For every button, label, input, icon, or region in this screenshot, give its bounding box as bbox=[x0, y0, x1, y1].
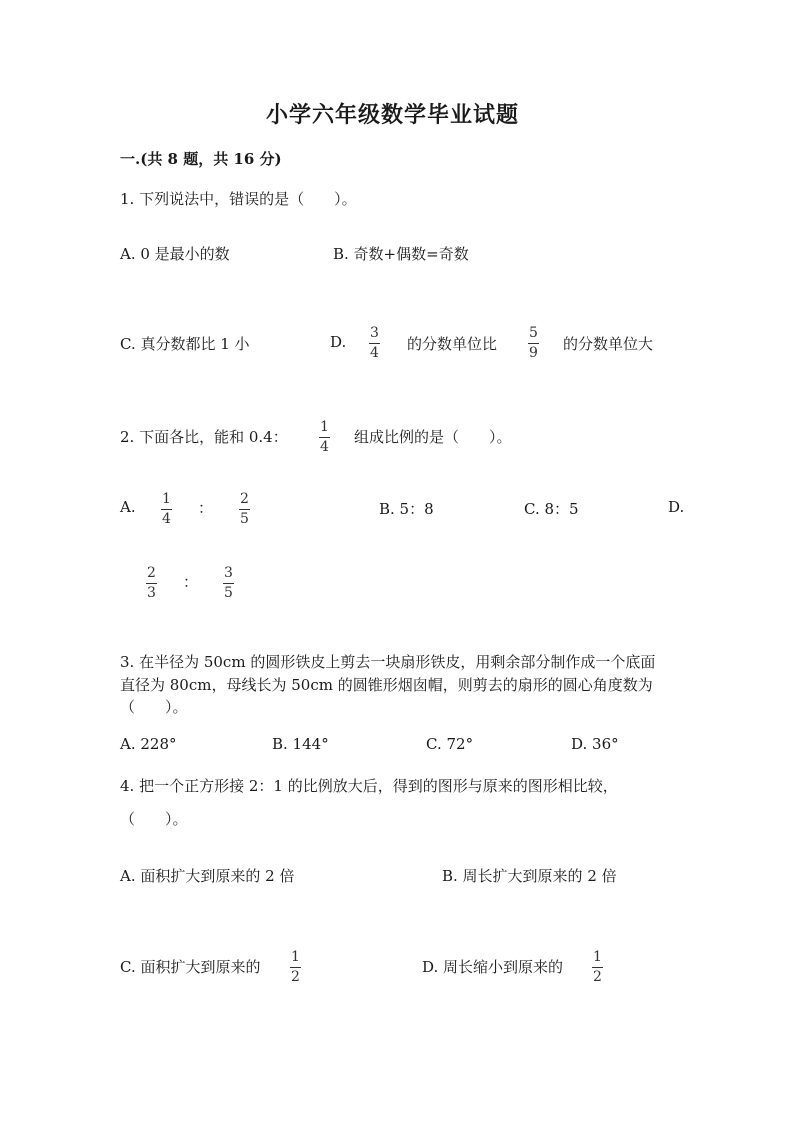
fraction bbox=[161, 492, 172, 527]
question-3-option-b[interactable]: B. 144° bbox=[272, 735, 329, 753]
fraction-bar bbox=[239, 509, 250, 510]
question-3-stem-line-2: 直径为 80cm，母线长为 50cm 的圆锥形烟囱帽，则剪去的扇形的圆心角度数为 bbox=[120, 676, 653, 694]
question-3-option-c[interactable]: C. 72° bbox=[426, 735, 474, 753]
fraction bbox=[528, 326, 539, 361]
fraction-denominator: 5 bbox=[240, 511, 249, 527]
fraction-denominator: 5 bbox=[224, 585, 233, 601]
fraction-numerator: 3 bbox=[370, 325, 379, 341]
question-3-stem-line-1: 3. 在半径为 50cm 的圆形铁皮上剪去一块扇形铁皮，用剩余部分制作成一个底面 bbox=[120, 653, 656, 671]
question-4-option-a[interactable]: A. 面积扩大到原来的 2 倍 bbox=[120, 867, 295, 885]
option-d-label: D. bbox=[330, 333, 347, 351]
fraction bbox=[592, 950, 603, 985]
fraction-numerator: 5 bbox=[529, 325, 538, 341]
fraction-denominator: 4 bbox=[320, 439, 329, 455]
question-4-stem-line-1: 4. 把一个正方形接 2：1 的比例放大后，得到的图形与原来的图形相比较， bbox=[120, 777, 618, 795]
question-2-stem-start: 2. 下面各比，能和 0.4： bbox=[120, 428, 288, 446]
fraction-numerator: 1 bbox=[320, 419, 329, 435]
question-4-option-b[interactable]: B. 周长扩大到原来的 2 倍 bbox=[442, 867, 617, 885]
question-4-stem-line-2: （ ）。 bbox=[120, 810, 188, 828]
fraction-numerator: 1 bbox=[162, 491, 171, 507]
option-d-label: D. bbox=[668, 498, 685, 516]
fraction bbox=[369, 326, 380, 361]
question-3-stem-line-3: （ ）。 bbox=[120, 698, 188, 716]
fraction-bar bbox=[528, 343, 539, 344]
fraction-numerator: 2 bbox=[147, 565, 156, 581]
fraction-denominator: 9 bbox=[529, 345, 538, 361]
fraction bbox=[319, 420, 330, 455]
option-d-text: D. 周长缩小到原来的 bbox=[422, 958, 564, 976]
question-2-option-b[interactable]: B. 5：8 bbox=[379, 500, 434, 518]
fraction bbox=[223, 566, 234, 601]
fraction-numerator: 2 bbox=[240, 491, 249, 507]
option-c-text: C. 面积扩大到原来的 bbox=[120, 958, 261, 976]
fraction-bar bbox=[146, 583, 157, 584]
fraction-numerator: 3 bbox=[224, 565, 233, 581]
fraction-bar bbox=[592, 967, 603, 968]
question-3-option-a[interactable]: A. 228° bbox=[120, 735, 177, 753]
fraction-denominator: 2 bbox=[593, 969, 602, 985]
page-title: 小学六年级数学毕业试题 bbox=[266, 102, 520, 128]
fraction bbox=[290, 950, 301, 985]
question-1-option-c[interactable]: C. 真分数都比 1 小 bbox=[120, 335, 250, 353]
fraction-bar bbox=[223, 583, 234, 584]
option-d-text-end: 的分数单位大 bbox=[563, 335, 654, 353]
option-d-text-middle: 的分数单位比 bbox=[407, 335, 498, 353]
fraction-denominator: 3 bbox=[147, 585, 156, 601]
question-1-stem: 1. 下列说法中，错误的是（ ）。 bbox=[120, 190, 357, 208]
section-heading: 一.(共 8 题，共 16 分) bbox=[120, 150, 282, 168]
question-2-option-c[interactable]: C. 8：5 bbox=[524, 500, 579, 518]
ratio-colon: ： bbox=[198, 499, 214, 517]
question-1-option-b[interactable]: B. 奇数+偶数=奇数 bbox=[333, 245, 469, 263]
fraction-denominator: 4 bbox=[370, 345, 379, 361]
fraction-bar bbox=[369, 343, 380, 344]
fraction bbox=[239, 492, 250, 527]
ratio-colon: ： bbox=[183, 573, 199, 591]
question-3-option-d[interactable]: D. 36° bbox=[571, 735, 619, 753]
fraction-numerator: 1 bbox=[291, 949, 300, 965]
fraction-denominator: 2 bbox=[291, 969, 300, 985]
fraction-bar bbox=[161, 509, 172, 510]
fraction-denominator: 4 bbox=[162, 511, 171, 527]
fraction-bar bbox=[319, 437, 330, 438]
question-1-option-a[interactable]: A. 0 是最小的数 bbox=[120, 245, 230, 263]
fraction bbox=[146, 566, 157, 601]
question-2-stem-end: 组成比例的是（ ）。 bbox=[354, 428, 512, 446]
option-a-label: A. bbox=[120, 498, 136, 516]
fraction-bar bbox=[290, 967, 301, 968]
fraction-numerator: 1 bbox=[593, 949, 602, 965]
